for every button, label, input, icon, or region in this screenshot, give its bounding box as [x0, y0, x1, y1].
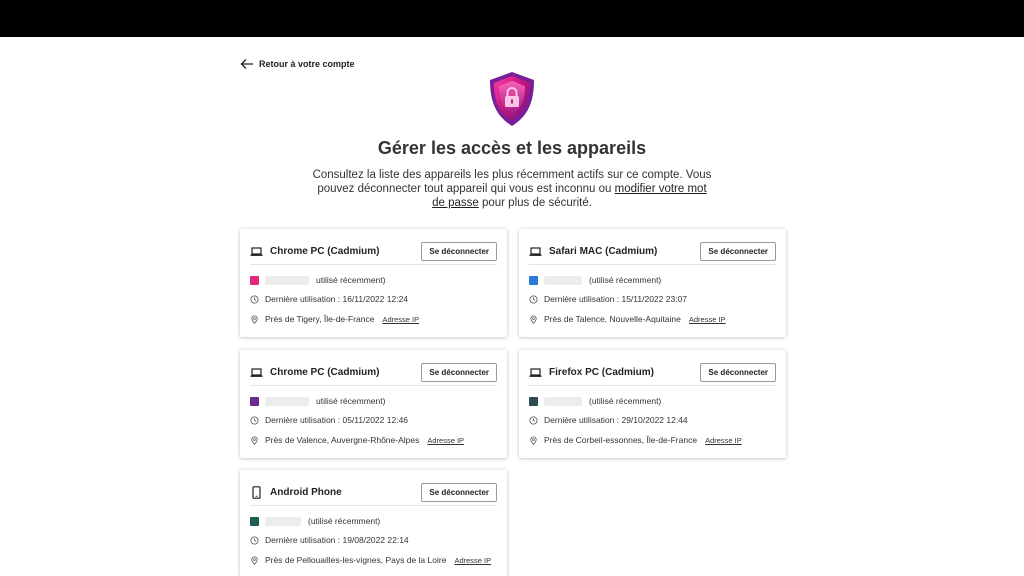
profile-avatar	[250, 276, 259, 285]
top-bar	[0, 0, 1024, 37]
phone-icon	[250, 486, 263, 499]
arrow-left-icon	[240, 58, 254, 70]
location-text: Près de Talence, Nouvelle-Aquitaine	[544, 314, 681, 324]
recent-use-text: utilisé récemment)	[316, 275, 386, 285]
laptop-icon	[529, 245, 542, 258]
device-card-header	[529, 239, 776, 265]
device-card	[240, 470, 507, 576]
profile-avatar	[529, 276, 538, 285]
location-pin-icon	[250, 315, 259, 324]
device-card-header	[250, 239, 497, 265]
back-to-account-link[interactable]	[240, 58, 355, 70]
last-used-text: Dernière utilisation : 05/11/2022 12:46	[265, 415, 409, 425]
clock-icon	[529, 416, 538, 425]
device-name: Android Phone	[270, 487, 342, 498]
location-text: Près de Corbeil-essonnes, Île-de-France	[544, 435, 698, 445]
device-name: Chrome PC (Cadmium)	[270, 246, 380, 257]
ip-address-link[interactable]: Adresse IP	[688, 314, 726, 324]
last-used-row	[529, 415, 688, 425]
location-text: Près de Pellouailles-les-vignes, Pays de la Loire	[265, 555, 447, 565]
back-label: Retour à votre compte	[259, 59, 355, 69]
laptop-icon	[529, 366, 542, 379]
location-row	[529, 314, 726, 324]
device-name: Chrome PC (Cadmium)	[270, 367, 380, 378]
location-text: Près de Tigery, Île-de-France	[265, 314, 375, 324]
blurred-profile-name	[265, 397, 309, 406]
recent-use-text: (utilisé récemment)	[589, 396, 662, 406]
device-card-header	[250, 480, 497, 506]
recent-use-text: utilisé récemment)	[316, 396, 386, 406]
profile-row	[250, 516, 380, 526]
device-card	[519, 350, 786, 458]
location-row	[250, 314, 419, 324]
ip-address-link[interactable]: Adresse IP	[454, 555, 492, 565]
ip-address-link[interactable]: Adresse IP	[427, 435, 465, 445]
blurred-profile-name	[544, 397, 582, 406]
last-used-text: Dernière utilisation : 15/11/2022 23:07	[544, 294, 688, 304]
disconnect-button[interactable]: Se déconnecter	[421, 483, 497, 502]
laptop-icon	[250, 366, 263, 379]
ip-address-link[interactable]: Adresse IP	[705, 435, 742, 445]
location-row	[529, 435, 742, 445]
device-card	[519, 229, 786, 337]
clock-icon	[529, 295, 538, 304]
location-pin-icon	[250, 556, 259, 565]
disconnect-button[interactable]: Se déconnecter	[421, 363, 497, 382]
recent-use-text: (utilisé récemment)	[589, 275, 662, 285]
device-card-header	[529, 360, 776, 386]
blurred-profile-name	[265, 276, 309, 285]
last-used-text: Dernière utilisation : 16/11/2022 12:24	[265, 294, 409, 304]
location-pin-icon	[529, 315, 538, 324]
device-card	[240, 229, 507, 337]
last-used-text: Dernière utilisation : 29/10/2022 12:44	[544, 415, 688, 425]
last-used-row	[250, 415, 408, 425]
profile-row	[529, 275, 661, 285]
change-password-link[interactable]: modifier votre mot de passe	[432, 183, 707, 209]
recent-use-text: (utilisé récemment)	[308, 516, 381, 526]
profile-avatar	[250, 517, 259, 526]
device-card	[240, 350, 507, 458]
location-text: Près de Valence, Auvergne-Rhône-Alpes	[265, 435, 420, 445]
last-used-row	[250, 535, 409, 545]
device-name: Safari MAC (Cadmium)	[549, 246, 658, 257]
disconnect-button[interactable]: Se déconnecter	[421, 242, 497, 261]
last-used-row	[250, 294, 408, 304]
last-used-row	[529, 294, 687, 304]
clock-icon	[250, 295, 259, 304]
profile-row	[250, 275, 385, 285]
device-card-header	[250, 360, 497, 386]
shield-lock-icon	[486, 70, 538, 128]
location-row	[250, 435, 464, 445]
blurred-profile-name	[544, 276, 582, 285]
profile-avatar	[250, 397, 259, 406]
profile-row	[250, 396, 385, 406]
last-used-text: Dernière utilisation : 19/08/2022 22:14	[265, 535, 409, 545]
clock-icon	[250, 416, 259, 425]
location-row	[250, 555, 491, 565]
laptop-icon	[250, 245, 263, 258]
location-pin-icon	[529, 436, 538, 445]
intro-text: Consultez la liste des appareils les plus récemment actifs sur ce compte. Vous pouvez déconnecter tout appareil qui vous est inconnu ou	[312, 169, 712, 195]
blurred-profile-name	[265, 517, 301, 526]
profile-avatar	[529, 397, 538, 406]
clock-icon	[250, 536, 259, 545]
profile-row	[529, 396, 661, 406]
disconnect-button[interactable]: Se déconnecter	[700, 242, 776, 261]
disconnect-button[interactable]: Se déconnecter	[700, 363, 776, 382]
location-pin-icon	[250, 436, 259, 445]
ip-address-link[interactable]: Adresse IP	[382, 314, 420, 324]
intro-end: pour plus de sécurité.	[481, 197, 592, 209]
device-name: Firefox PC (Cadmium)	[549, 367, 655, 378]
page-intro	[312, 168, 712, 210]
page-title: Gérer les accès et les appareils	[377, 138, 647, 158]
